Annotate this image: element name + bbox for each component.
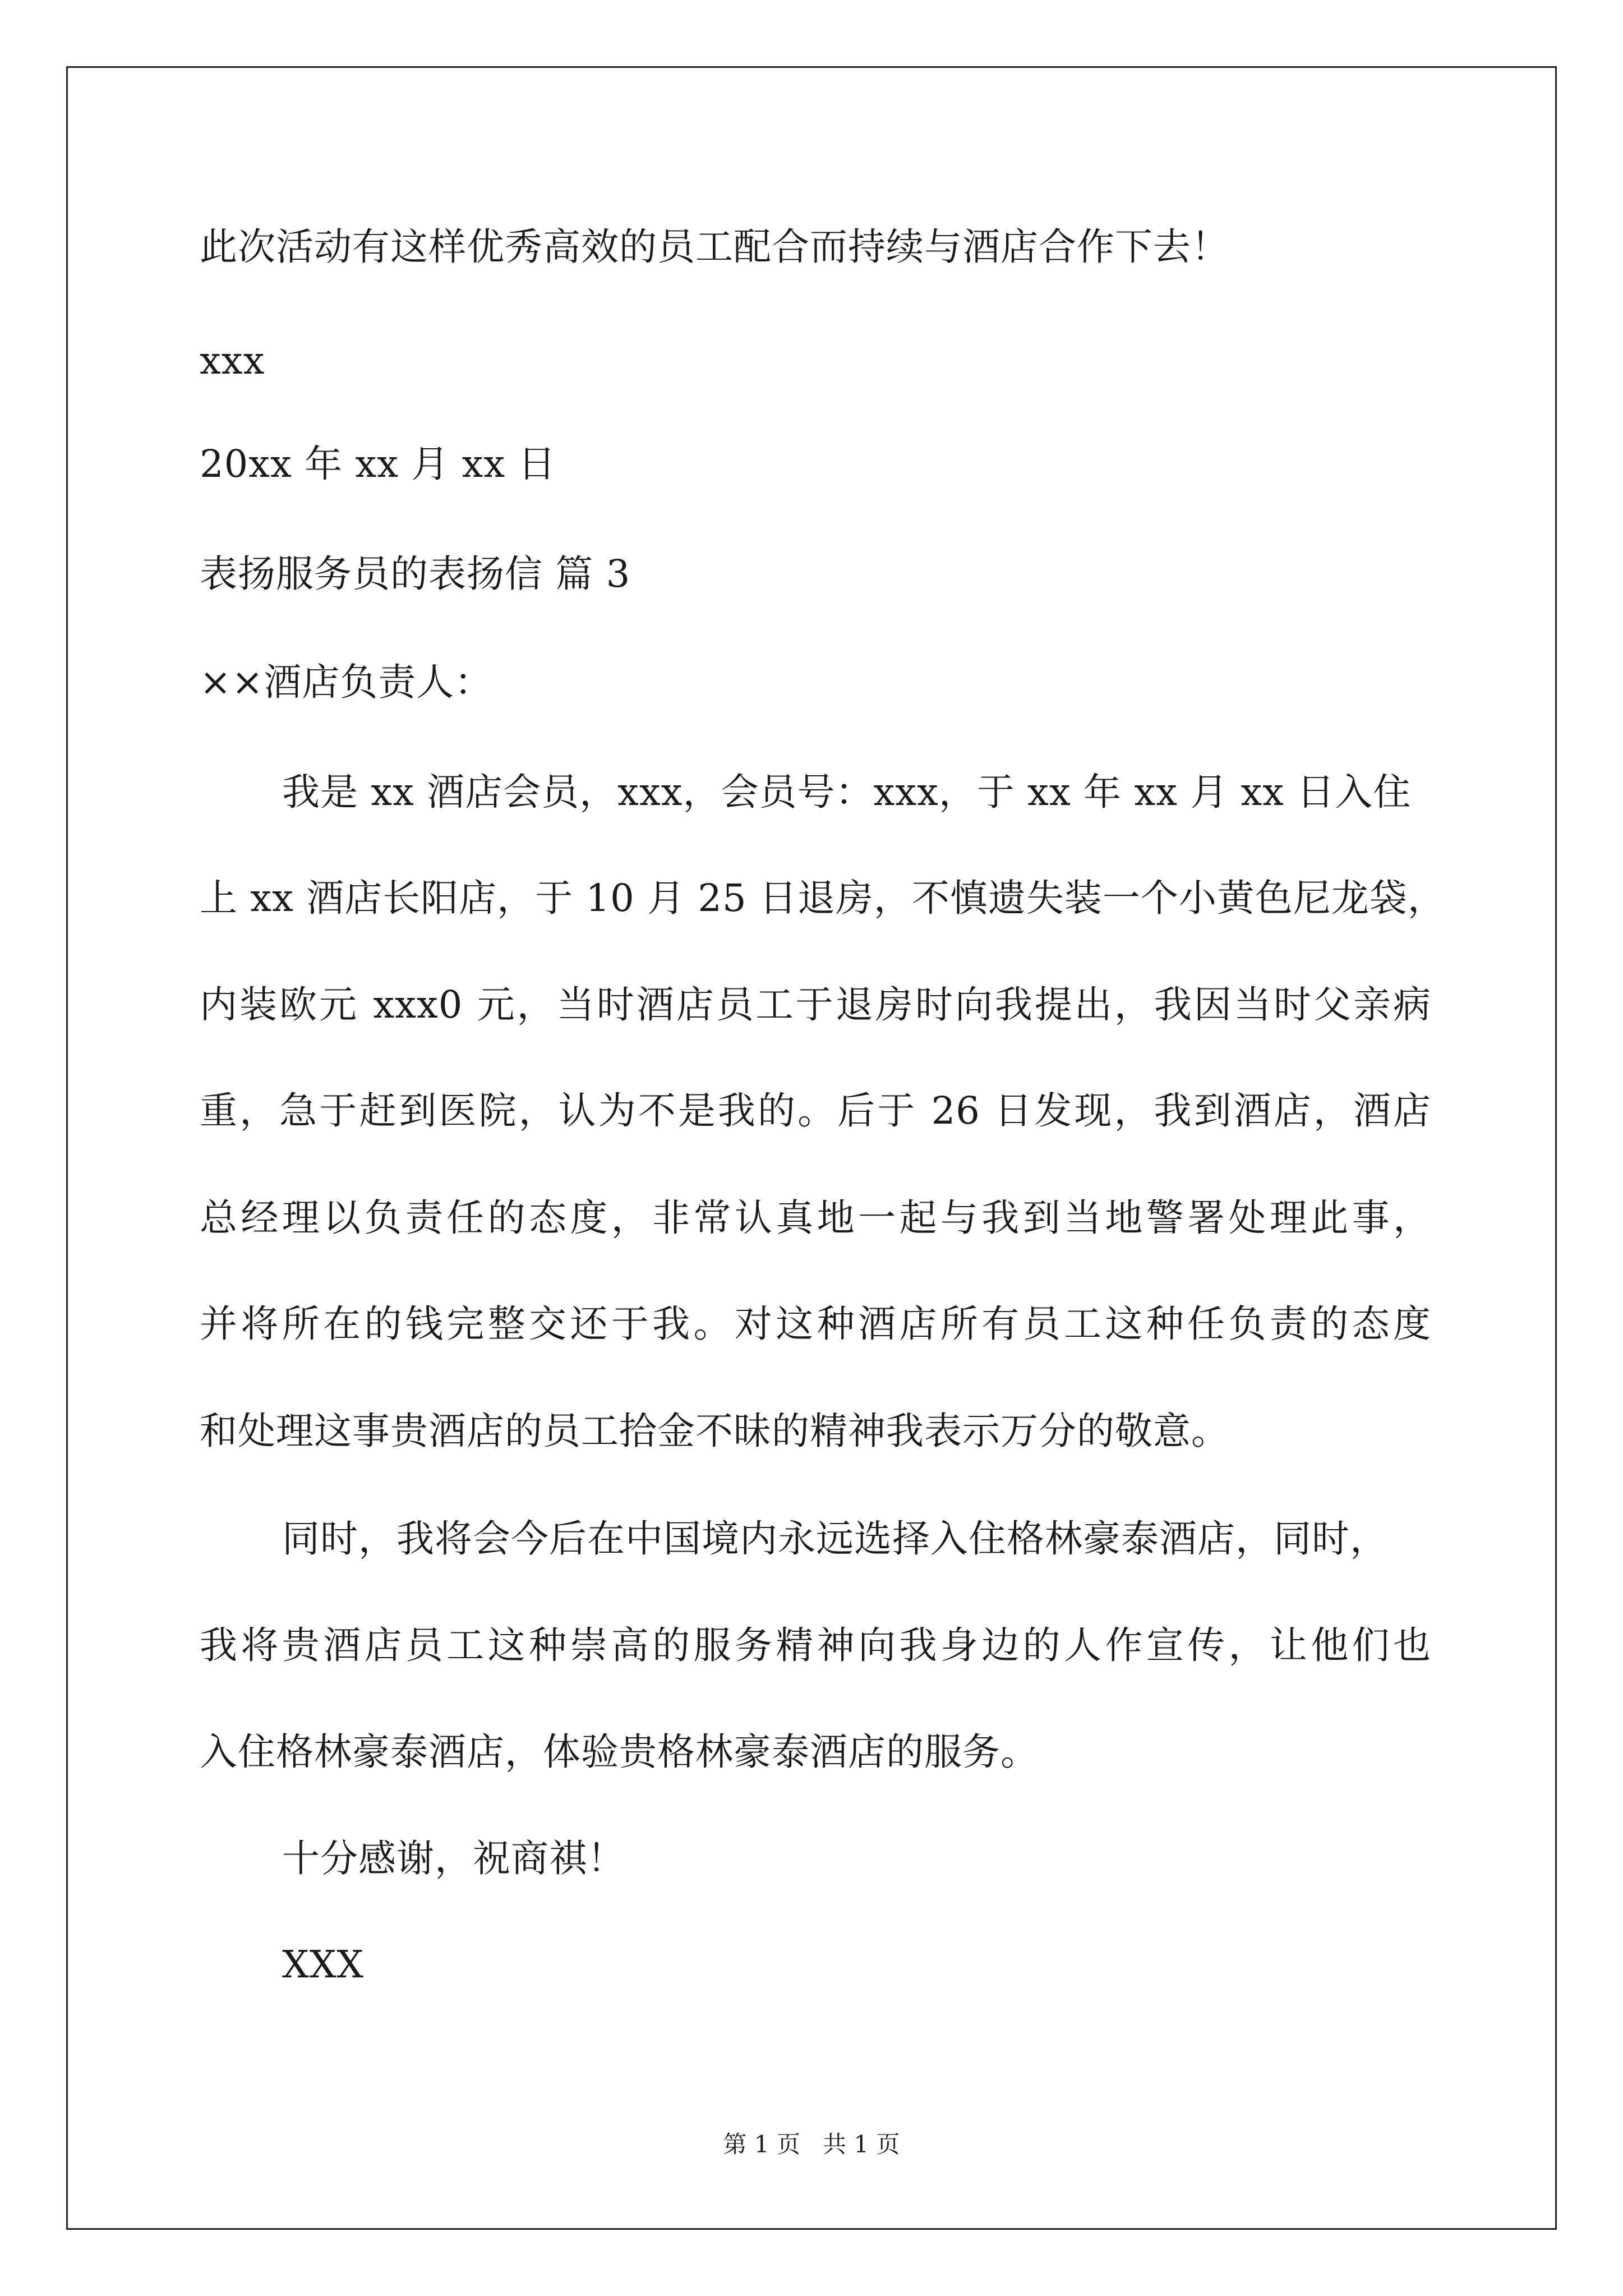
text-line-date: 20xx 年 xx 月 xx 日 xyxy=(200,442,556,486)
salutation: ××酒店负责人： xyxy=(200,660,493,704)
paragraph-1-line-7: 和处理这事贵酒店的员工拾金不昧的精神我表示万分的敬意。 xyxy=(200,1409,1229,1453)
paragraph-1-line-6: 并将所在的钱完整交还于我。对这种酒店所有员工这种任负责的态度 xyxy=(200,1302,1431,1346)
paragraph-1-line-3: 内装欧元 xxx0 元，当时酒店员工于退房时向我提出，我因当时父亲病 xyxy=(200,983,1431,1027)
paragraph-1-line-2: 上 xx 酒店长阳店，于 10 月 25 日退房，不慎遗失装一个小黄色尼龙袋， xyxy=(200,876,1446,920)
paragraph-1-line-4: 重，急于赶到医院，认为不是我的。后于 26 日发现，我到酒店，酒店 xyxy=(200,1089,1431,1133)
page-number-footer: 第 1 页 共 1 页 xyxy=(723,2131,900,2158)
signature-name: XXX xyxy=(282,1943,365,1986)
paragraph-2-line-2: 我将贵酒店员工这种崇高的服务精神向我身边的人作宣传，让他们也 xyxy=(200,1623,1431,1667)
paragraph-2-line-1: 同时，我将会今后在中国境内永远选择入住格林豪泰酒店，同时， xyxy=(282,1517,1388,1561)
section-heading: 表扬服务员的表扬信 篇 3 xyxy=(200,552,631,596)
text-line-closing: 此次活动有这样优秀高效的员工配合而持续与酒店合作下去！ xyxy=(200,225,1229,269)
paragraph-1-line-5: 总经理以负责任的态度，非常认真地一起与我到当地警署处理此事， xyxy=(200,1196,1431,1240)
paragraph-1-line-1: 我是 xx 酒店会员，xxx，会员号：xxx，于 xx 年 xx 月 xx 日入住 xyxy=(282,770,1412,814)
text-line-signature: xxx xyxy=(200,339,265,383)
paragraph-2-line-3: 入住格林豪泰酒店，体验贵格林豪泰酒店的服务。 xyxy=(200,1730,1039,1774)
page-border xyxy=(66,66,1557,2230)
regards-line: 十分感谢，祝商祺！ xyxy=(282,1837,625,1880)
